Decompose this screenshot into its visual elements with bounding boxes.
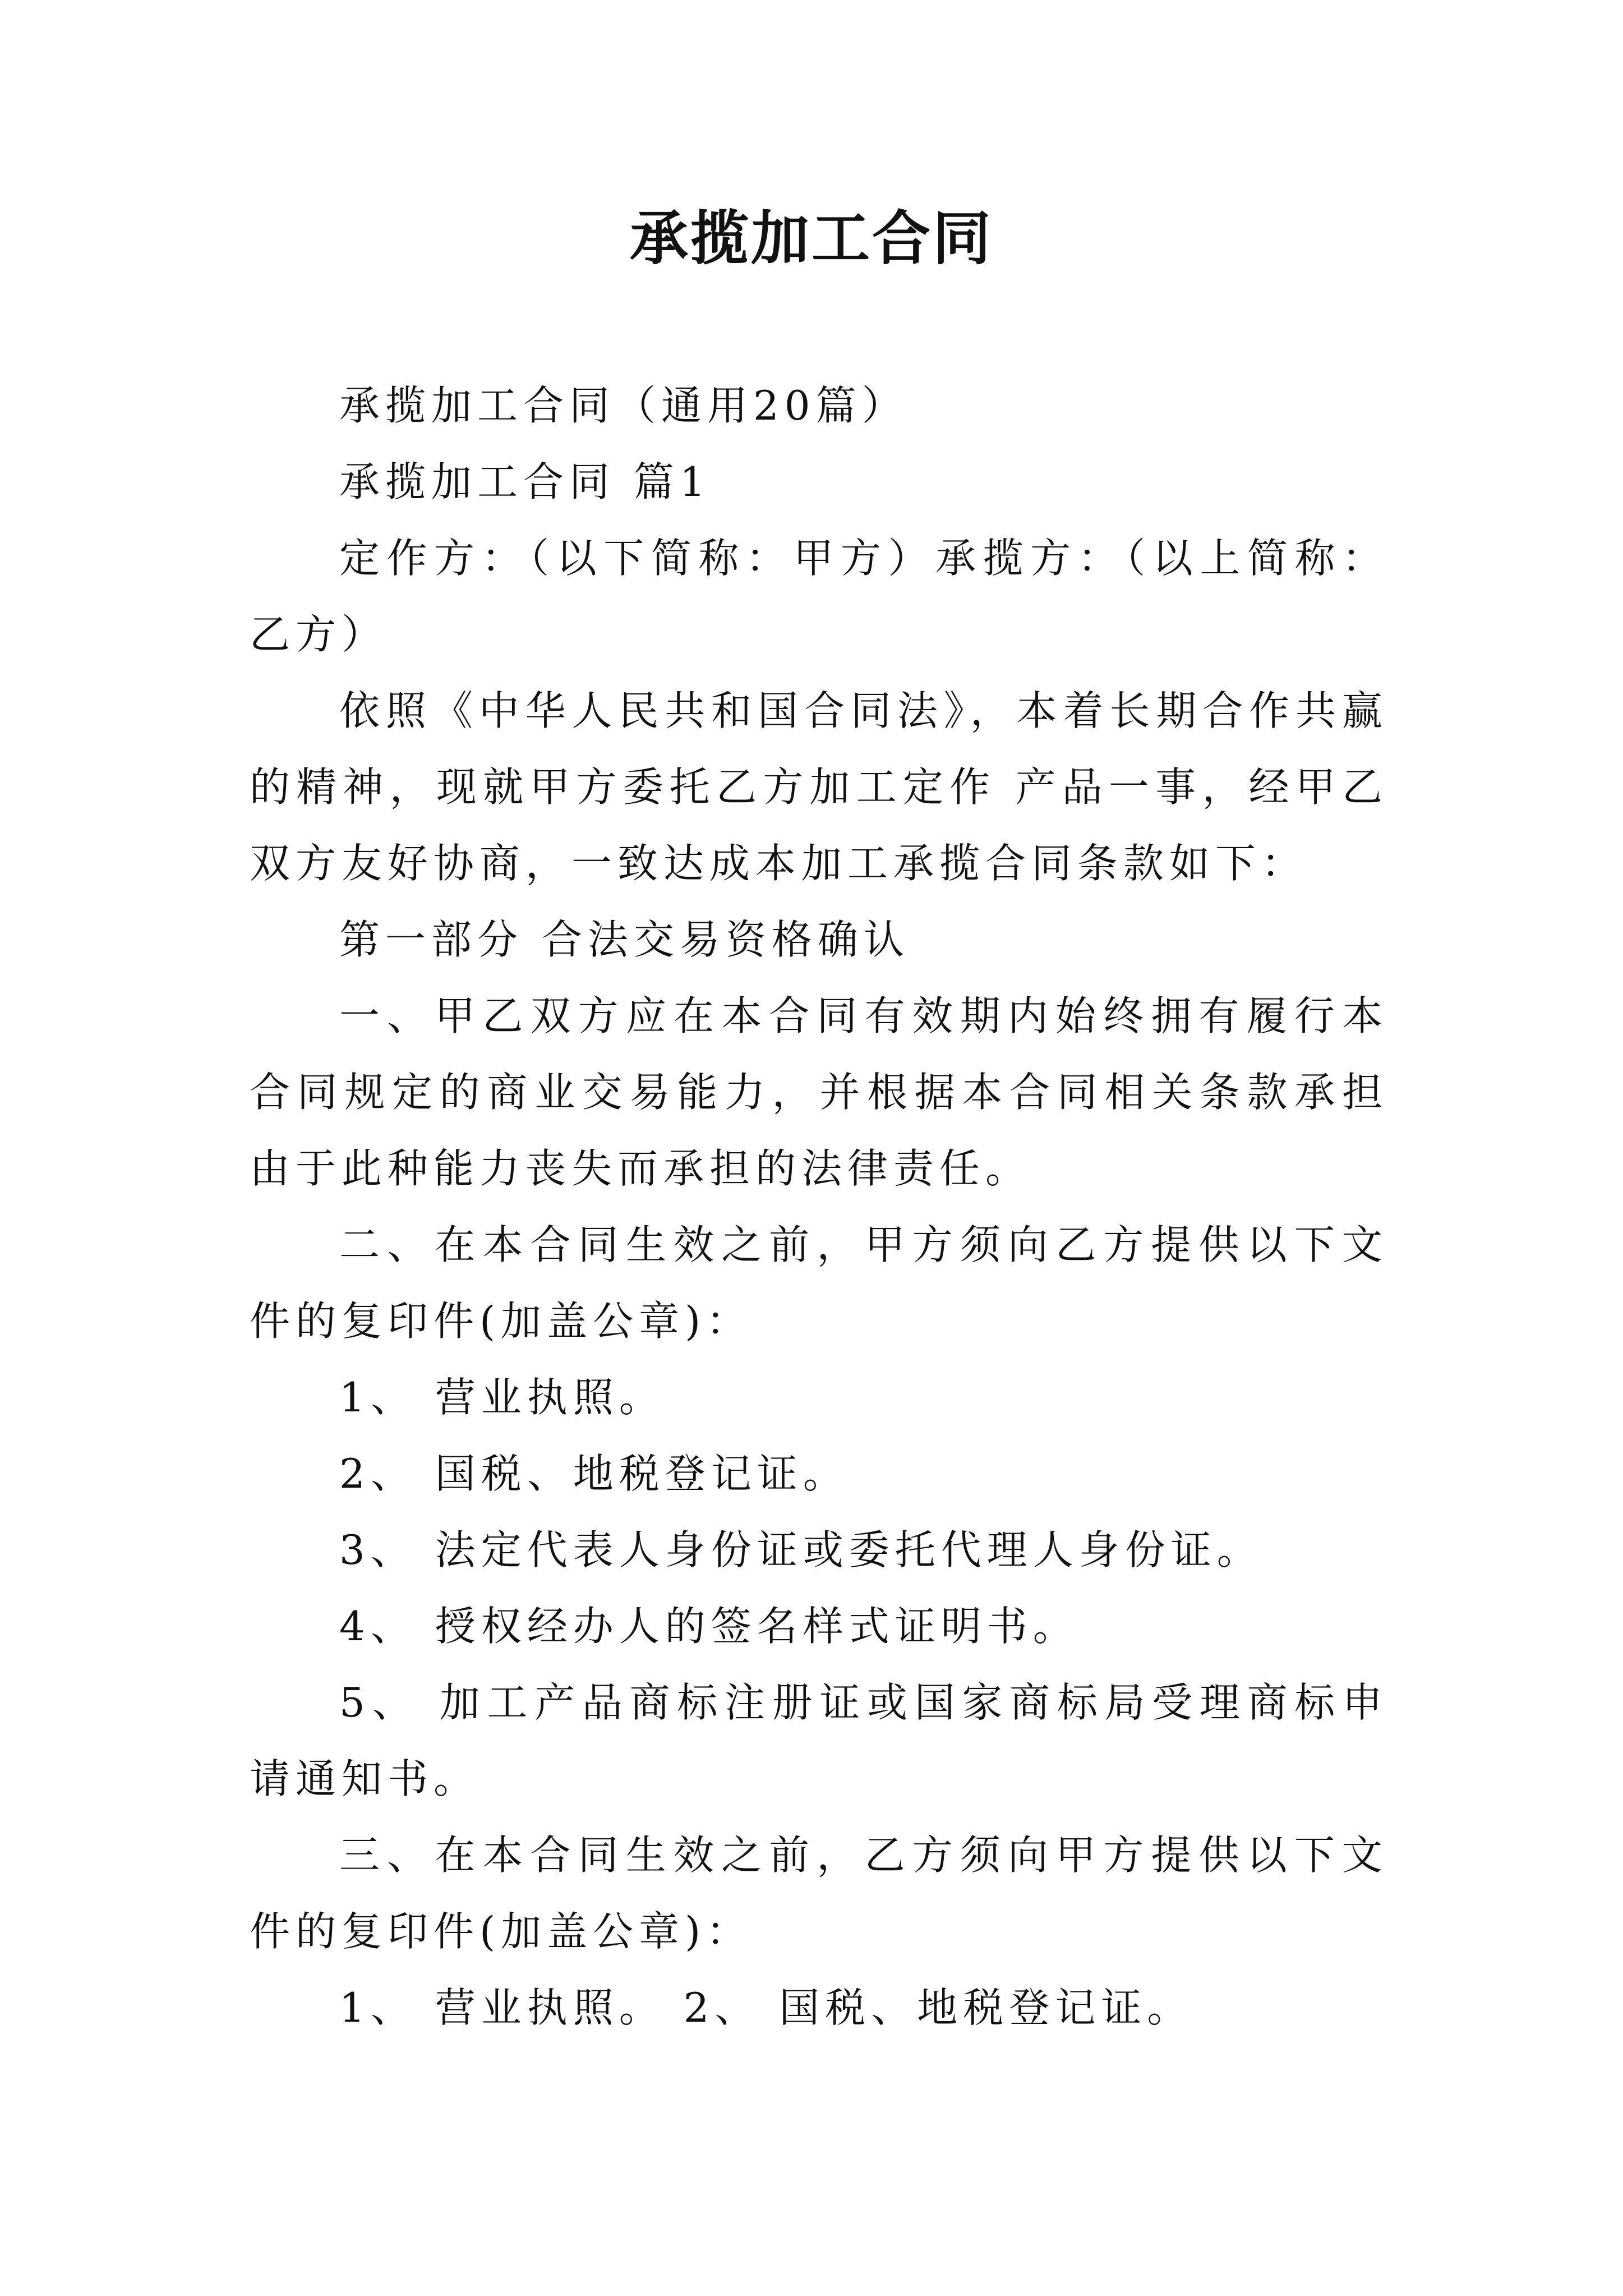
- paragraph-preamble: 依照《中华人民共和国合同法》，本着长期合作共赢的精神，现就甲方委托乙方加工定作 产品一事，经甲乙双方友好协商，一致达成本加工承揽合同条款如下：: [250, 687, 1388, 887]
- paragraph-part-one-heading: 第一部分 合法交易资格确认: [339, 916, 910, 963]
- document-body: [250, 367, 1388, 2046]
- paragraph-clause-two: 二、在本合同生效之前，甲方须向乙方提供以下文件的复印件(加盖公章)：: [250, 1221, 1388, 1345]
- paragraph-clause-one: 一、甲乙双方应在本合同有效期内始终拥有履行本合同规定的商业交易能力，并根据本合同相关条款承担由于此种能力丧失而承担的法律责任。: [250, 992, 1388, 1192]
- paragraph-section-heading: 承揽加工合同 篇1: [339, 458, 711, 505]
- list-item: 2、 国税、地税登记证。: [339, 1450, 849, 1497]
- document-title: 承揽加工合同: [629, 204, 993, 273]
- paragraph-parties: 定作方：（以下简称：甲方）承揽方：（以上简称：乙方）: [250, 535, 1388, 658]
- paragraph-clause-three: 三、在本合同生效之前，乙方须向甲方提供以下文件的复印件(加盖公章)：: [250, 1832, 1388, 1955]
- list-item: 4、 授权经办人的签名样式证明书。: [339, 1603, 1079, 1650]
- list-item: 1、 营业执照。: [339, 1374, 665, 1421]
- list-item: 5、 加工产品商标注册证或国家商标局受理商标申请通知书。: [250, 1679, 1388, 1802]
- list-item: 3、 法定代表人身份证或委托代理人身份证。: [339, 1526, 1263, 1573]
- list-item: 1、 营业执照。 2、 国税、地税登记证。: [339, 1984, 1193, 2031]
- paragraph-subtitle: 承揽加工合同（通用20篇）: [339, 382, 908, 429]
